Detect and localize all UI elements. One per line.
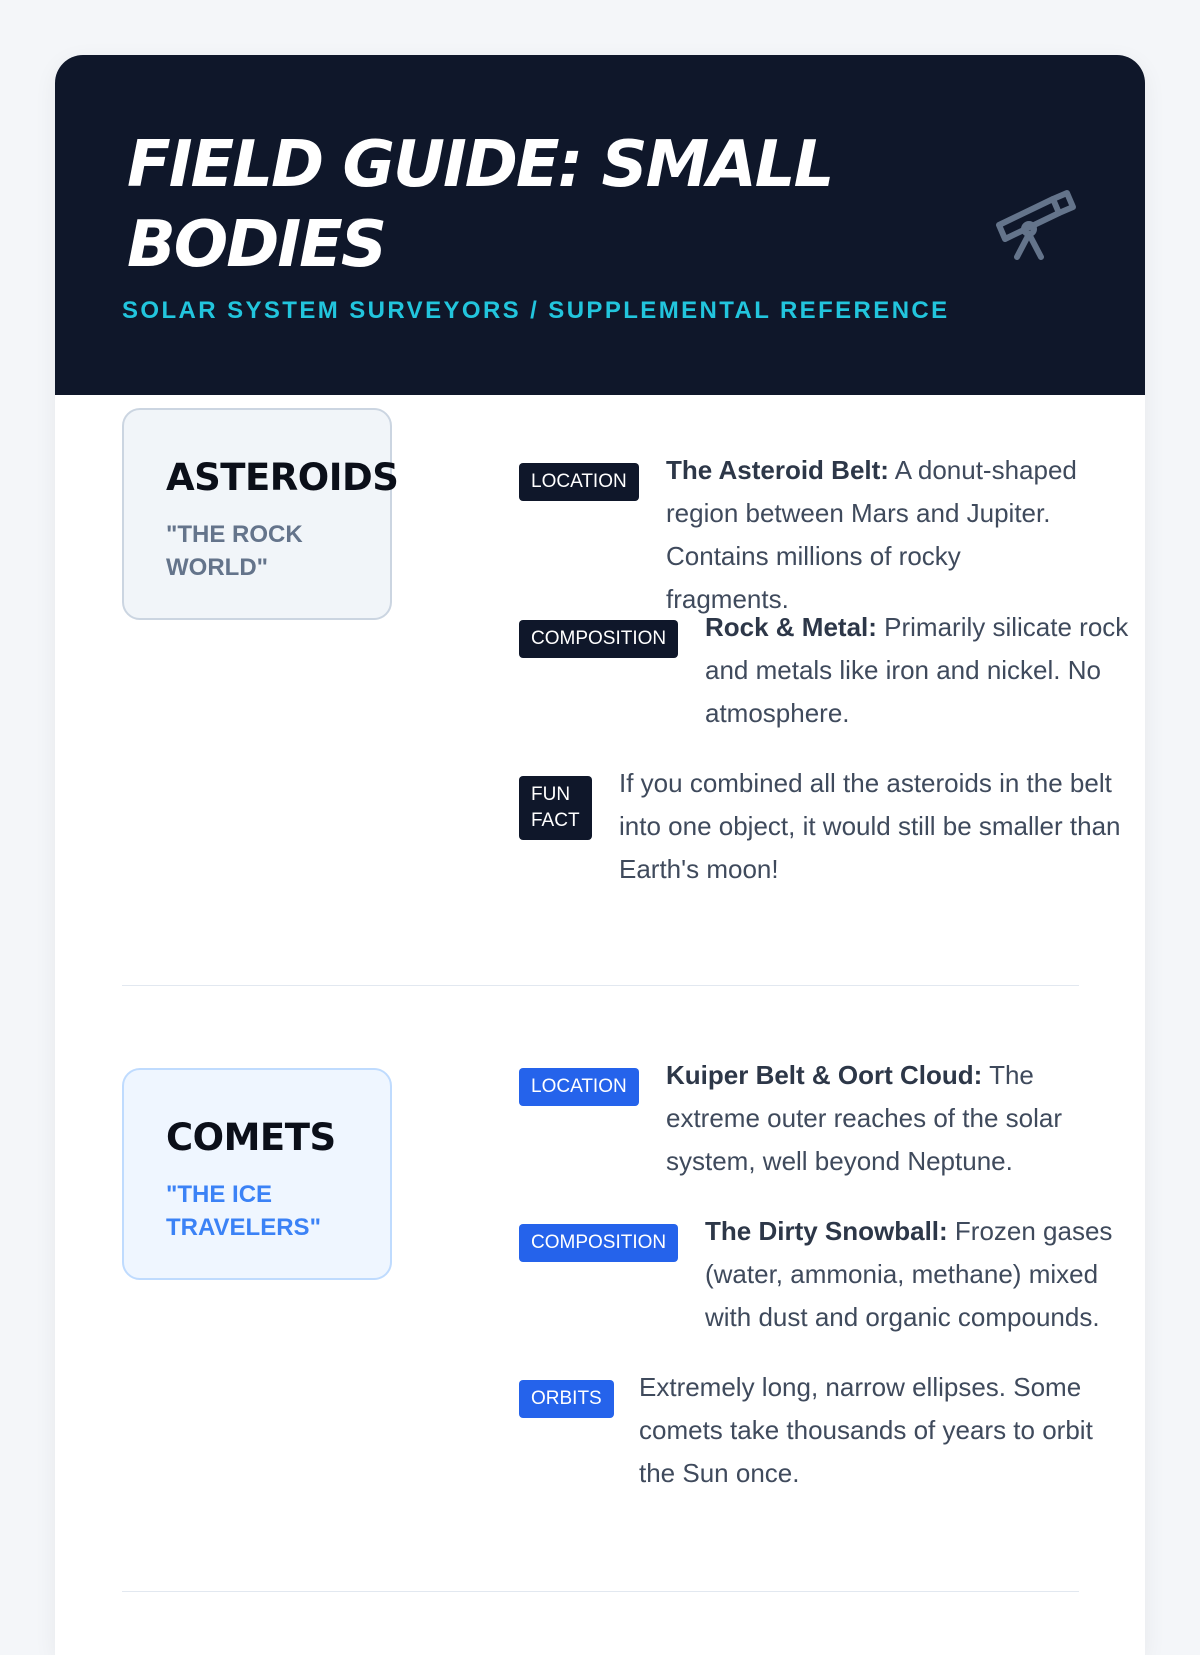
tag-location: LOCATION [519, 463, 639, 501]
section-name: COMETS [166, 1116, 336, 1159]
fact-body: If you combined all the asteroids in the belt into one object, it would still be smaller than Earth's moon! [619, 768, 1121, 884]
fact-text [666, 449, 1086, 621]
fact-body: Primarily silicate rock and metals like iron and nickel. No atmosphere. [705, 612, 1129, 728]
section-nickname: "THE ROCK WORLD" [166, 521, 303, 581]
asteroids-name-box [122, 408, 399, 620]
section-nickname: "THE ICE TRAVELERS" [166, 1181, 321, 1241]
fact-text [705, 606, 1133, 735]
fact-text [639, 1366, 1119, 1495]
fact-body: The extreme outer reaches of the solar system, well beyond Neptune. [666, 1060, 1062, 1176]
fact-body: Extremely long, narrow ellipses. Some comets take thousands of years to orbit the Sun once. [639, 1372, 1093, 1488]
page-subtitle: SOLAR SYSTEM SURVEYORS / SUPPLEMENTAL REFERENCE [122, 297, 950, 324]
fact-text [705, 1210, 1125, 1339]
tag-orbits: ORBITS [519, 1380, 614, 1418]
fact-heading: The Asteroid Belt: [666, 455, 889, 485]
section-divider [122, 985, 1079, 986]
fact-heading: Rock & Metal: [705, 612, 877, 642]
tag-composition: COMPOSITION [519, 1224, 678, 1262]
fact-text [619, 762, 1129, 891]
fact-text [666, 1054, 1128, 1183]
tag-fun-fact: FUN FACT [519, 776, 592, 840]
page-title: FIELD GUIDE: SMALL BODIES [127, 128, 833, 282]
tag-location: LOCATION [519, 1068, 639, 1106]
tag-composition: COMPOSITION [519, 620, 678, 658]
header [55, 55, 1145, 395]
section-name: ASTEROIDS [166, 456, 399, 499]
fact-body: A donut-shaped region between Mars and Jupiter. Contains millions of rocky fragments. [666, 455, 1077, 614]
comets-name-box [122, 1068, 392, 1280]
fact-heading: Kuiper Belt & Oort Cloud: [666, 1060, 983, 1090]
telescope-icon [993, 185, 1085, 277]
fact-body: Frozen gases (water, ammonia, methane) mixed with dust and organic compounds. [705, 1216, 1113, 1332]
fact-heading: The Dirty Snowball: [705, 1216, 948, 1246]
section-divider [122, 1591, 1079, 1592]
